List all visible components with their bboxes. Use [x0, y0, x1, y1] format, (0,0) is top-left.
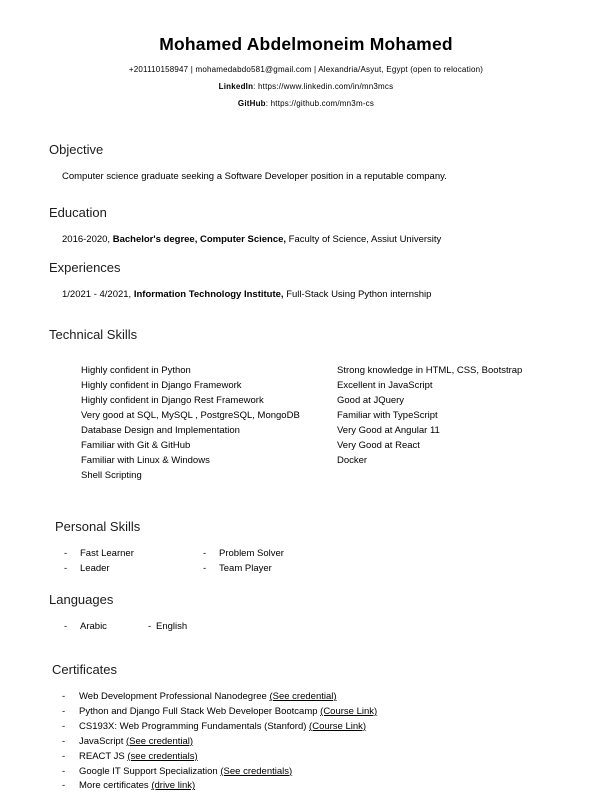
bullet-dash: -: [62, 765, 66, 777]
skill-item: Shell Scripting: [81, 470, 142, 481]
certificate-item: [62, 720, 612, 735]
github-line: [0, 99, 612, 108]
skill-item: Good at JQuery: [337, 395, 405, 406]
certificate-link[interactable]: (see credentials): [127, 750, 198, 762]
personal-skill-label: Team Player: [219, 562, 272, 574]
languages-list: [64, 620, 612, 634]
certificate-item: [62, 765, 612, 780]
section-education: [0, 205, 612, 246]
personal-skill-item: [203, 547, 284, 562]
personal-skills-list: [64, 547, 612, 576]
skill-item: Very Good at React: [337, 440, 420, 451]
certificate-title: [79, 705, 377, 720]
skill-item: Familiar with Linux & Windows: [81, 455, 210, 466]
experience-org: Information Technology Institute,: [133, 289, 284, 300]
certificate-text: Web Development Professional Nanodegree: [79, 691, 270, 702]
certificate-link[interactable]: (Course Link): [320, 705, 378, 717]
certificate-title: [79, 720, 366, 735]
experience-role: Full-Stack Using Python internship: [283, 289, 432, 300]
certificate-text: Google IT Support Specialization: [79, 765, 221, 777]
github-label: GitHub: [237, 99, 266, 108]
bullet-dash: -: [64, 548, 68, 559]
personal-skills-row: [64, 562, 612, 577]
skill-item: Highly confident in Django Rest Framework: [81, 395, 264, 406]
technical-skills-left-column: [81, 363, 337, 483]
section-certificates: [0, 662, 612, 792]
bullet-dash: -: [64, 562, 68, 574]
certificate-link[interactable]: (See credential): [269, 691, 337, 702]
bullet-dash: -: [62, 750, 66, 762]
personal-skill-item: [64, 547, 203, 562]
certificate-text: REACT JS: [79, 750, 128, 762]
personal-skills-heading: Personal Skills: [55, 519, 141, 534]
section-objective: [0, 142, 612, 183]
certificate-link[interactable]: (See credential): [126, 735, 194, 747]
experience-dates: 1/2021 - 4/2021,: [62, 289, 134, 300]
language-item: [64, 620, 148, 634]
section-technical-skills: [0, 327, 612, 483]
certificate-link[interactable]: (See credentials): [220, 765, 293, 777]
bullet-dash: -: [62, 691, 66, 702]
skill-item: Familiar with TypeScript: [337, 410, 438, 421]
resume-header: [0, 0, 612, 108]
certificate-text: CS193X: Web Programming Fundamentals (Stanford): [79, 720, 310, 732]
certificate-item: [62, 705, 612, 720]
objective-text: Computer science graduate seeking a Software Developer position in a reputable company.: [62, 171, 447, 182]
education-dates: 2016-2020,: [62, 234, 113, 245]
personal-skill-item: [203, 562, 272, 577]
certificate-item: [62, 779, 612, 792]
certificate-item: [62, 690, 612, 705]
certificate-title: [79, 765, 292, 780]
bullet-dash: -: [203, 562, 207, 574]
certificate-text: More certificates: [79, 780, 152, 792]
skill-item: Excellent in JavaScript: [337, 380, 433, 391]
certificates-list: [0, 690, 612, 792]
language-item: [148, 620, 187, 634]
personal-skill-label: Fast Learner: [80, 548, 134, 559]
certificate-item: [62, 735, 612, 750]
skill-item: Very Good at Angular 11: [337, 425, 440, 436]
contact-line: +201110158947 | mohamedabdo581@gmail.com | Alexandria/Asyut, Egypt (open to relocation): [128, 65, 484, 74]
certificate-title: [79, 750, 198, 765]
skill-item: Docker: [337, 455, 368, 466]
certificate-title: [79, 735, 193, 750]
skill-item: Familiar with Git & GitHub: [81, 440, 191, 451]
bullet-dash: -: [62, 780, 66, 792]
certificate-text: Python and Django Full Stack Web Developer Bootcamp: [79, 705, 321, 717]
certificate-link[interactable]: (Course Link): [309, 720, 367, 732]
bullet-dash: -: [64, 621, 68, 632]
experience-entry: [62, 288, 612, 301]
bullet-dash: -: [203, 548, 207, 559]
objective-heading: Objective: [49, 142, 104, 157]
bullet-dash: -: [62, 705, 66, 717]
person-name: Mohamed Abdelmoneim Mohamed: [159, 34, 453, 54]
skill-item: Highly confident in Python: [81, 365, 191, 376]
technical-skills-grid: [0, 363, 612, 483]
personal-skill-label: Leader: [80, 562, 110, 574]
languages-heading: Languages: [49, 592, 114, 607]
certificate-link[interactable]: (drive link): [151, 780, 196, 792]
certificate-item: [62, 750, 612, 765]
certificate-title: [79, 690, 337, 705]
bullet-dash: -: [148, 621, 152, 632]
section-experiences: [0, 260, 612, 301]
skill-item: Strong knowledge in HTML, CSS, Bootstrap: [337, 365, 523, 376]
bullet-dash: -: [62, 735, 66, 747]
personal-skill-label: Problem Solver: [219, 548, 284, 559]
technical-skills-right-column: [337, 363, 567, 483]
education-entry: [62, 233, 612, 246]
certificate-title: [79, 779, 195, 792]
education-heading: Education: [49, 205, 107, 220]
linkedin-label: LinkedIn: [218, 82, 254, 91]
certificate-text: JavaScript: [79, 735, 126, 747]
education-degree: Bachelor's degree, Computer Science,: [112, 234, 287, 245]
section-languages: [0, 592, 612, 634]
language-label: English: [156, 621, 188, 632]
section-personal-skills: [0, 519, 612, 576]
skill-item: Very good at SQL, MySQL , PostgreSQL, MongoDB: [81, 410, 300, 421]
linkedin-line: [0, 82, 612, 91]
skill-item: Highly confident in Django Framework: [81, 380, 242, 391]
experiences-heading: Experiences: [49, 260, 121, 275]
technical-skills-heading: Technical Skills: [49, 327, 138, 342]
language-label: Arabic: [80, 621, 107, 632]
certificates-heading: Certificates: [52, 662, 118, 677]
github-url-link[interactable]: : https://github.com/mn3m-cs: [265, 99, 375, 108]
bullet-dash: -: [62, 720, 66, 732]
personal-skills-row: [64, 547, 612, 562]
skill-item: Database Design and Implementation: [81, 425, 240, 436]
education-institution: Faculty of Science, Assiut University: [286, 234, 442, 245]
personal-skill-item: [64, 562, 203, 577]
linkedin-url-link[interactable]: : https://www.linkedin.com/in/mn3mcs: [253, 82, 394, 91]
